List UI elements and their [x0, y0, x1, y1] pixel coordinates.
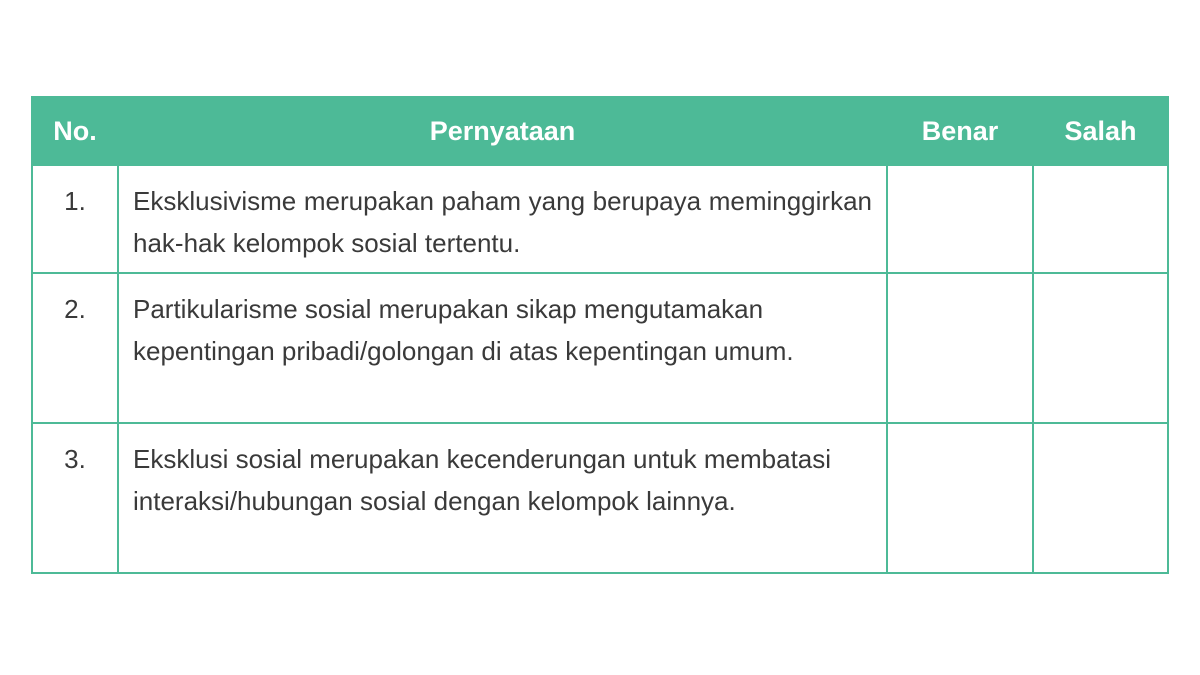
header-statement: Pernyataan [118, 97, 887, 165]
benar-answer-cell[interactable] [887, 423, 1033, 573]
table-row [32, 423, 1168, 573]
benar-answer-cell[interactable] [887, 165, 1033, 273]
row-number: 2. [32, 273, 118, 423]
row-statement: Partikularisme sosial merupakan sikap mengutamakan kepentingan pribadi/golongan di atas kepentingan umum. [118, 273, 887, 423]
header-benar: Benar [887, 97, 1033, 165]
header-no: No. [32, 97, 118, 165]
row-statement: Eksklusivisme merupakan paham yang berupaya meminggirkan hak-hak kelompok sosial tertentu. [118, 165, 887, 273]
salah-answer-cell[interactable] [1033, 165, 1168, 273]
table-header-row [32, 97, 1168, 165]
benar-answer-cell[interactable] [887, 273, 1033, 423]
salah-answer-cell[interactable] [1033, 423, 1168, 573]
salah-answer-cell[interactable] [1033, 273, 1168, 423]
table-row [32, 165, 1168, 273]
table-row [32, 273, 1168, 423]
row-statement: Eksklusi sosial merupakan kecenderungan untuk membatasi interaksi/hubungan sosial dengan kelompok lainnya. [118, 423, 887, 573]
row-number: 1. [32, 165, 118, 273]
header-salah: Salah [1033, 97, 1168, 165]
true-false-table [31, 96, 1169, 574]
row-number: 3. [32, 423, 118, 573]
